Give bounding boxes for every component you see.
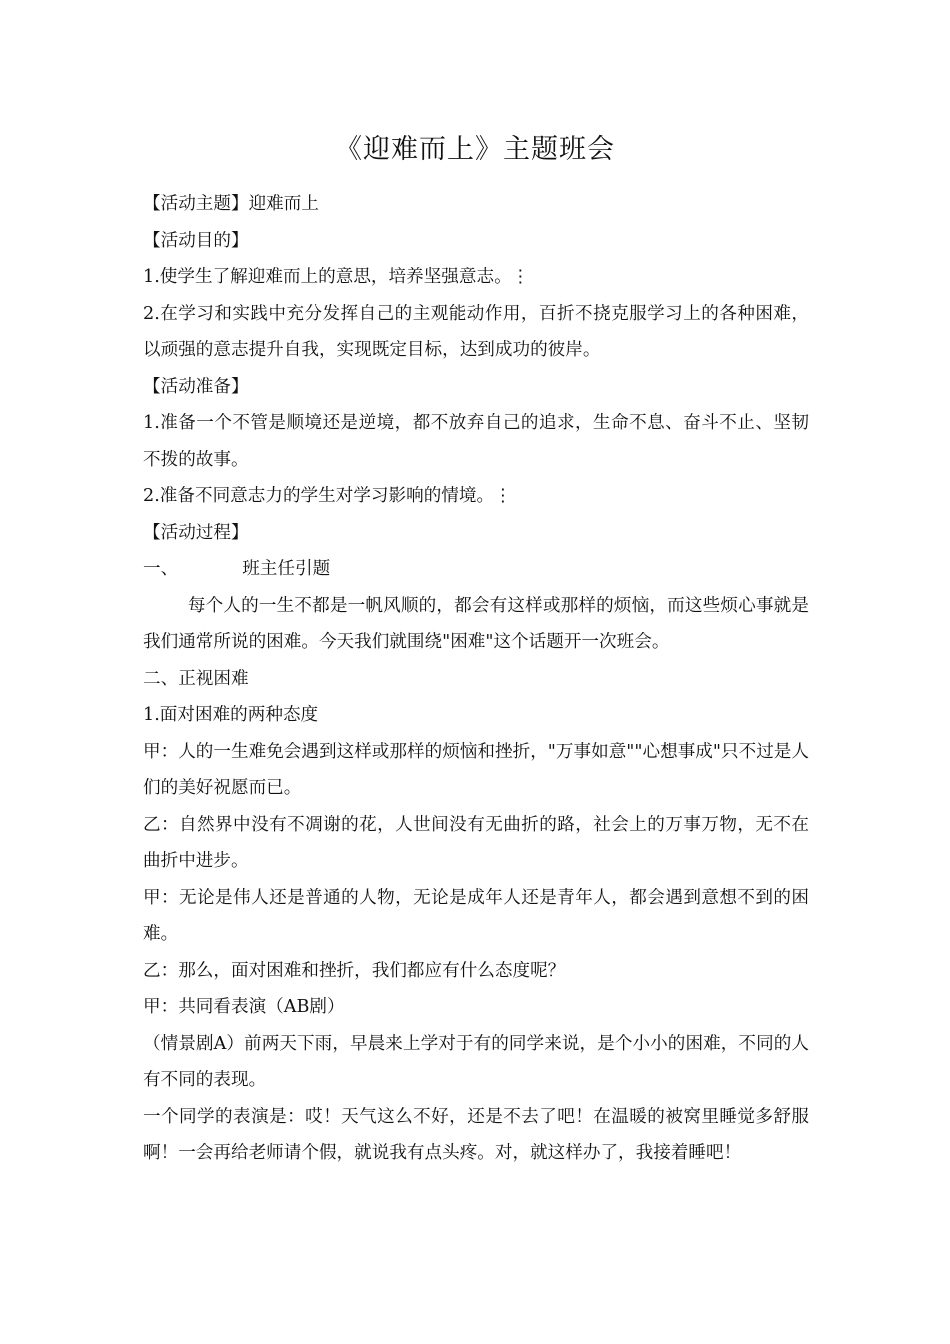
heading-activity-preparation: 【活动准备】 xyxy=(143,376,249,397)
section-number-1: 一、 xyxy=(143,559,179,579)
heading-activity-process: 【活动过程】 xyxy=(143,522,249,543)
paragraph-preparation-2: 2.准备不同意志力的学生对学习影响的情境。⋮ xyxy=(143,486,512,506)
section-heading-2: 二、正视困难 xyxy=(143,668,249,689)
paragraph-student-performance: 一个同学的表演是：哎！天气这么不好，还是不去了吧！在温暖的被窝里睡觉多舒服啊！一会再给老师请个假，就说我有点头疼。对，就这样办了，我接着睡吧！ xyxy=(143,1106,809,1163)
paragraph-purpose-1: 1.使学生了解迎难而上的意思，培养坚强意志。⋮ xyxy=(143,267,530,287)
dialogue-line: 甲：无论是伟人还是普通的人物，无论是成年人还是青年人，都会遇到意想不到的困难。 xyxy=(143,887,809,944)
paragraph-preparation-1: 1.准备一个不管是顺境还是逆境，都不放弃自己的追求，生命不息、奋斗不止、坚韧不拨的故事。 xyxy=(143,413,809,470)
dialogue-line: 甲：人的一生难免会遇到这样或那样的烦恼和挫折，"万事如意""心想事成"只不过是人们的美好祝愿而已。 xyxy=(143,741,809,798)
section-heading-1 xyxy=(143,551,809,588)
paragraph-intro: 每个人的一生不都是一帆风顺的，都会有这样或那样的烦恼，而这些烦心事就是我们通常所说的困难。今天我们就围绕"困难"这个话题开一次班会。 xyxy=(143,595,809,652)
dialogue-line: 乙：自然界中没有不凋谢的花，人世间没有无曲折的路，社会上的万事万物，无不在曲折中进步。 xyxy=(143,814,809,871)
dialogue-line: 乙：那么，面对困难和挫折，我们都应有什么态度呢？ xyxy=(143,960,566,981)
dialogue-line: 甲：共同看表演（AB剧） xyxy=(143,997,345,1017)
document-body xyxy=(143,186,809,1172)
section-title-1: 班主任引题 xyxy=(242,559,331,579)
document-title: 《迎难而上》主题班会 xyxy=(335,134,615,165)
heading-activity-purpose: 【活动目的】 xyxy=(143,230,249,251)
paragraph-activity-theme: 【活动主题】迎难而上 xyxy=(143,194,319,214)
paragraph-purpose-2: 2.在学习和实践中充分发挥自己的主观能动作用，百折不挠克服学习上的各种困难，以顽强的意志提升自我，实现既定目标，达到成功的彼岸。 xyxy=(143,303,809,360)
paragraph-scene-a: （情景剧A）前两天下雨，早晨来上学对于有的同学来说，是个小小的困难，不同的人有不同的表现。 xyxy=(143,1033,809,1090)
subheading-two-attitudes: 1.面对困难的两种态度 xyxy=(143,705,319,725)
